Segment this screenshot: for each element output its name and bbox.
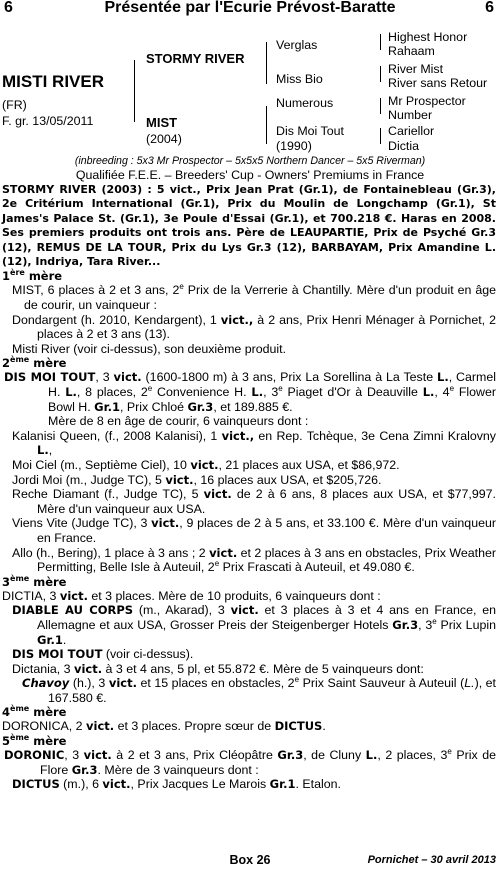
section-heading-4: 4ème mère (2, 704, 67, 720)
box-number: Box 26 (229, 853, 271, 867)
produce-dondargent: Dondargent (h. 2010, Kendargent), 1 vict., à 2 ans, Prix Henri Ménager à Pornichet, 2 places à 2 et 3 ans (13). (12, 312, 496, 342)
section-heading-3: 3ème mère (2, 573, 67, 589)
produce-misti-river: Misti River (voir ci-dessus), son deuxième produit. (12, 341, 287, 356)
horse-origin: (FR) (2, 98, 27, 112)
ggparent-7: Cariellor (388, 124, 435, 138)
produce-jordi-moi: Jordi Moi (m., Judge TC), 5 vict., 16 places aux USA, et $205,726. (12, 472, 382, 487)
section-heading-2: 2ème mère (2, 355, 67, 371)
produce-dis-moi-tout: DIS MOI TOUT (voir ci-dessus). (12, 647, 194, 662)
doronic-paragraph: DORONIC, 3 vict. à 2 et 3 ans, Prix Cléopâtre Gr.3, de Cluny L., 2 places, 3e Prix de Flore Gr.3. Mère de 3 vainqueurs dont : (4, 746, 497, 777)
dam-year: (2004) (146, 132, 182, 146)
produce-dictania: Dictania, 3 vict. à 3 et 4 ans, 5 pl, et 55.872 €. Mère de 5 vainqueurs dont: (12, 661, 424, 676)
gdam-2-year: (1990) (276, 139, 312, 153)
bracket-g1 (380, 34, 381, 50)
catalog-text (2, 183, 496, 792)
qualification-note: Qualifiée F.E.E. – Breeders' Cup - Owners' Premiums in France (75, 168, 425, 182)
sire-name: STORMY RIVER (146, 51, 245, 66)
horse-name: MISTI RIVER (2, 72, 105, 91)
horse-details: F. gr. 13/05/2011 (2, 114, 94, 128)
gsire-1: Verglas (276, 38, 318, 52)
doronica-paragraph: DORONICA, 2 vict. et 3 places. Propre sœur de DICTUS. (2, 719, 326, 734)
pedigree-chart (0, 22, 500, 154)
section-heading-1: 1ère mère (2, 268, 63, 284)
sale-place-date: Pornichet – 30 avril 2013 (367, 854, 496, 866)
lot-number-left: 6 (4, 0, 13, 16)
inbreeding-note: (inbreeding : 5x3 Mr Prospector – 5x5x5 Northern Dancer – 5x5 Riverman) (74, 155, 426, 167)
section-heading-5: 5ème mère (2, 733, 67, 749)
produce-dictus: DICTUS (m.), 6 vict., Prix Jacques Le Marois Gr.1. Etalon. (12, 777, 341, 792)
dam-mist-paragraph: MIST, 6 places à 2 et 3 ans, 2e Prix de la Verrerie à Chantilly. Mère d'un produit en âge de courir, un vainqueur : (12, 282, 496, 313)
produce-kalanisi-queen: Kalanisi Queen, (f., 2008 Kalanisi), 1 vict., en Rep. Tchèque, 3e Cena Zimni Kralovny L., (12, 428, 497, 458)
ggparent-5: Mr Prospector (388, 94, 466, 108)
bracket-dam (266, 106, 267, 144)
dictia-paragraph: DICTIA, 3 vict. et 3 places. Mère de 10 produits, 6 vainqueurs dont : (2, 588, 381, 603)
bracket-g2 (380, 66, 381, 82)
produce-reche-diamant: Reche Diamant (f., Judge TC), 5 vict. de 2 à 6 ans, 8 places aux USA, et $77,997. Mère d'un vainqueur aux USA. (12, 487, 496, 516)
bracket-g4 (380, 128, 381, 144)
ggparent-4: River sans Retour (388, 76, 488, 90)
ggparent-8: Dictia (388, 139, 419, 153)
gdam-1: Numerous (276, 96, 334, 110)
produce-allo: Allo (h., Bering), 1 place à 3 ans ; 2 vict. et 2 places à 3 ans en obstacles, Prix Weather Permitting, Belle Isle à Auteuil, 2e Prix Frascati à Auteuil, et 49.080 €. (12, 545, 496, 575)
sire-paragraph: STORMY RIVER (2003) : 5 vict., Prix Jean Prat (Gr.1), de Fontainebleau (Gr.3), 2e Critérium International (Gr.1), Prix du Moulin de Longchamp (Gr.1), St James's Palace St. (Gr.1), 3e Poule d'Essai (Gr.1), et 700.218 €. Haras en 2008. Ses premiers produits ont trois ans. Père de LEAUPARTIE, Prix de Psyché Gr.3 (12), REMUS DE LA TOUR, Prix du Lys Gr.3 (12), BARBAYAM, Prix Amandine L. (12), Indriya, Tara River... (2, 183, 496, 269)
ggparent-6: Number (388, 108, 433, 122)
bracket-g3 (380, 98, 381, 114)
granddam-paragraph: DIS MOI TOUT, 3 vict. (1600-1800 m) à 3 ans, Prix La Sorellina à La Teste L., Carmel H. L., 8 places, 2e Convenience H. L., 3e Piaget d'Or à Deauville L., 4e Flower Bowl H. Gr.1, Prix Chloé Gr.3, et 189.885 €. (4, 370, 496, 414)
granddam-mother-of: Mère de 8 en âge de courir, 6 vainqueurs dont : (48, 414, 309, 429)
ggparent-3: River Mist (388, 62, 444, 76)
page-header (0, 0, 500, 20)
page-footer (0, 853, 500, 869)
gsire-2: Miss Bio (276, 72, 323, 86)
dam-name: MIST (146, 115, 178, 130)
lot-number-right: 6 (485, 0, 494, 16)
ggparent-2: Rahaam (388, 44, 435, 58)
gdam-2: Dis Moi Tout (276, 124, 344, 138)
produce-moi-ciel: Moi Ciel (m., Septième Ciel), 10 vict., 21 places aux USA, et $86,972. (12, 457, 400, 472)
bracket-sire (266, 42, 267, 84)
bracket-main (134, 60, 135, 122)
produce-chavoy: Chavoy (h.), 3 vict. et 15 places en obstacles, 2e Prix Saint Sauveur à Auteuil (L.), et 167.580 €. (22, 675, 497, 705)
ggparent-1: Highest Honor (388, 30, 468, 44)
produce-viens-vite: Viens Vite (Judge TC), 3 vict., 9 places de 2 à 5 ans, et 33.100 €. Mère d'un vainqueur en France. (12, 516, 496, 545)
page-title: Présentée par l'Ecurie Prévost-Baratte (104, 0, 396, 16)
produce-diable-au-corps: DIABLE AU CORPS (m., Akarad), 3 vict. et 3 places à 3 et 4 ans en France, en Allemagne et aux USA, Grosser Preis der Steigenberger Hotels Gr.3, 3e Prix Lupin Gr.1. (12, 603, 496, 647)
